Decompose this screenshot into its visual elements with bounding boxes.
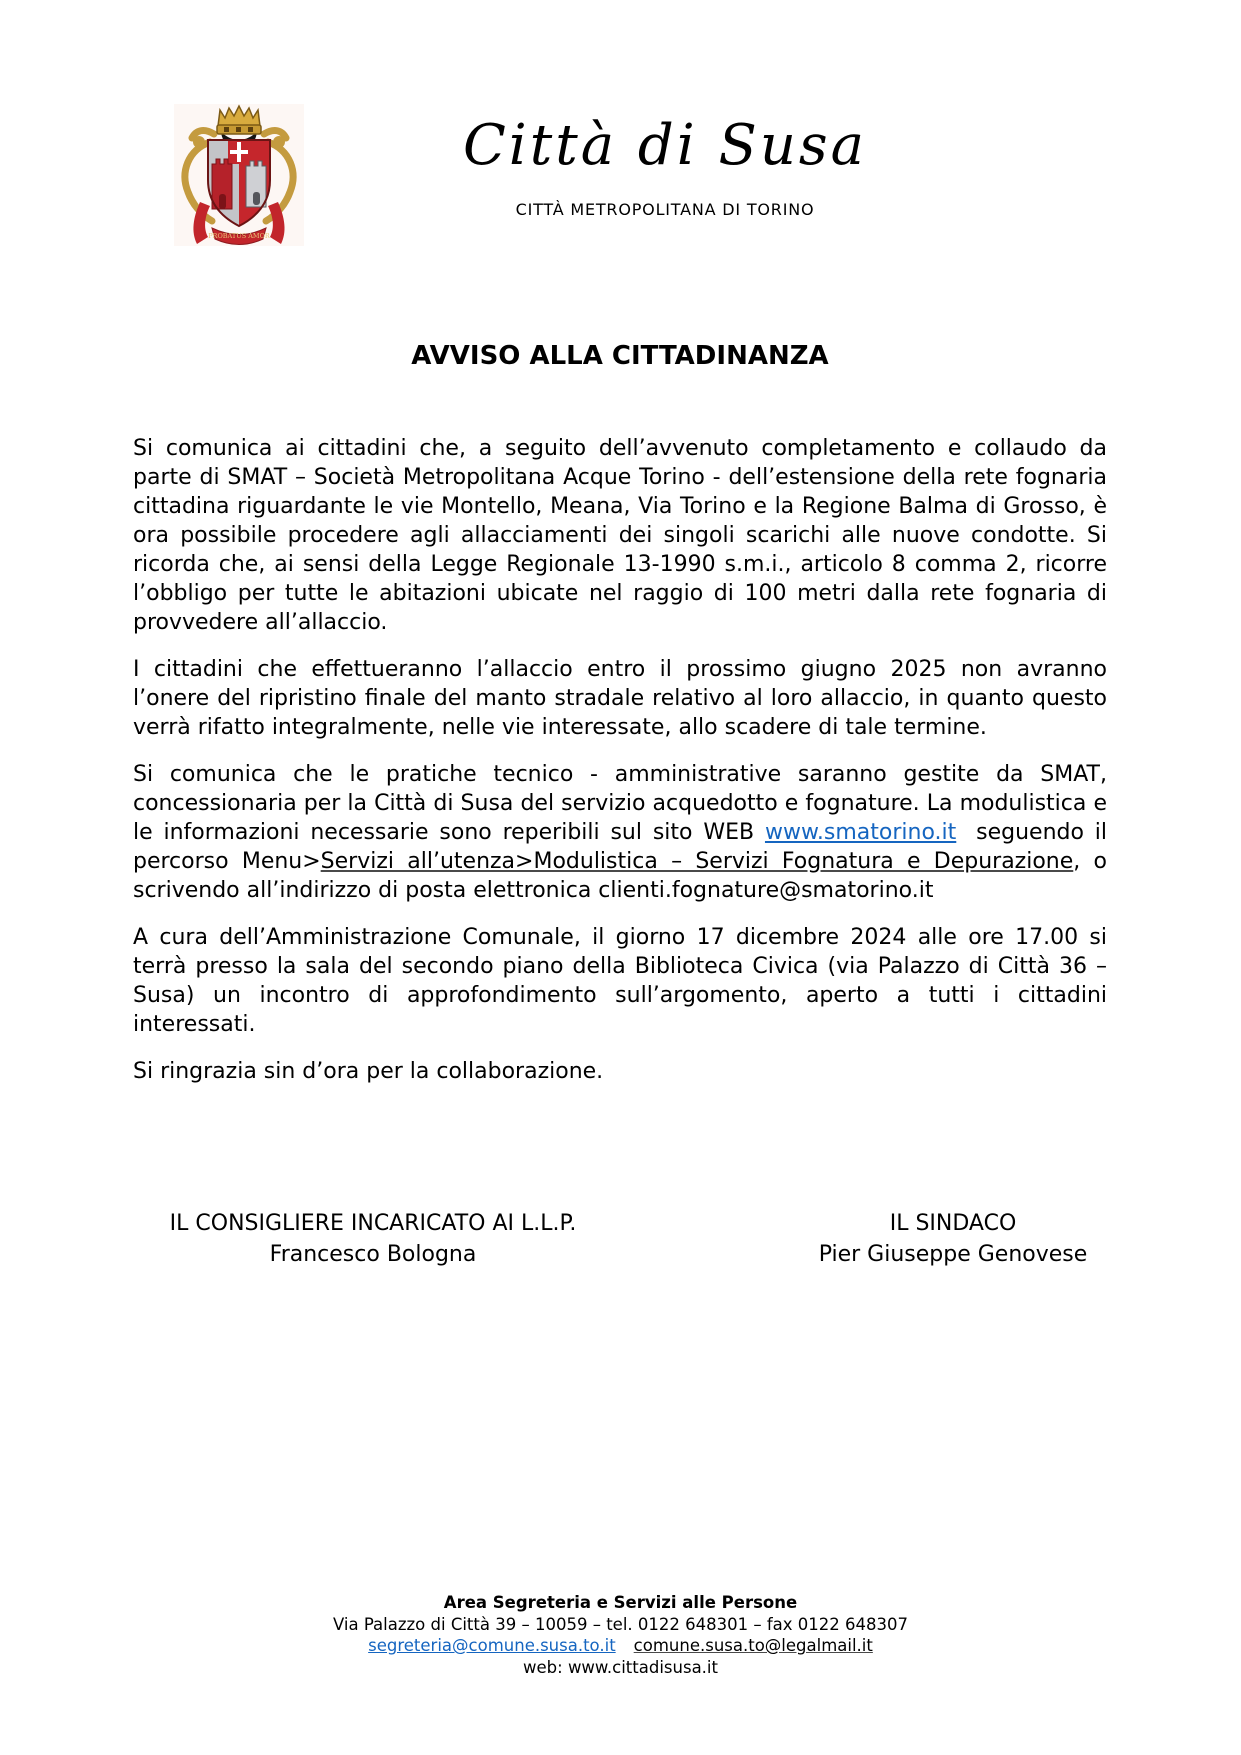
paragraph-3-intro: Si comunica che le pratiche tecnico - amministrative saranno gestite da SMAT, concessionaria per la Città di Susa del servizio acquedotto e fognature. La modulistica e le informazioni necessarie sono reperibili sul sito WEB (133, 762, 1107, 845)
mayor-name: Pier Giuseppe Genovese (818, 1242, 1088, 1267)
paragraph-3-menu-path: Servizi all’utenza>Modulistica – Servizi Fognatura e Depurazione (320, 849, 1074, 874)
city-title: Città di Susa (462, 113, 868, 178)
signature-block (0, 1208, 1241, 1278)
paragraph-3-menu-prefix: seguendo il percorso Menu> (133, 820, 1108, 874)
signature-left (133, 1208, 613, 1270)
mayor-title: IL SINDACO (889, 1211, 1017, 1236)
footer-pec-link[interactable]: comune.susa.to@legalmail.it (633, 1636, 873, 1655)
city-subtitle: CITTÀ METROPOLITANA DI TORINO (515, 200, 815, 219)
city-coat-of-arms-icon (173, 104, 305, 246)
signature-right (763, 1208, 1143, 1270)
footer-web: web: www.cittadisusa.it (523, 1657, 718, 1677)
footer-office: Area Segreteria e Servizi alle Persone (443, 1593, 798, 1612)
notice-body (133, 434, 1107, 1086)
header (340, 106, 990, 219)
councillor-title: IL CONSIGLIERE INCARICATO AI L.L.P. (169, 1211, 577, 1236)
notice-paragraph-3 (133, 760, 1107, 905)
notice-paragraph-5: Si ringrazia sin d’ora per la collaborazione. (133, 1059, 604, 1084)
notice-paragraph-4: A cura dell’Amministrazione Comunale, il giorno 17 dicembre 2024 alle ore 17.00 si terrà presso la sala del secondo piano della Biblioteca Civica (via Palazzo di Città 36 – Susa) un incontro di approfondimento sull’argomento, aperto a tutti i cittadini interessati. (133, 925, 1107, 1037)
notice-title: AVVISO ALLA CITTADINANZA (411, 341, 829, 371)
crest-motto-text: PROBATUS AMOR (208, 232, 270, 240)
smatorino-website-link[interactable]: www.smatorino.it (764, 820, 957, 845)
paragraph-3-email-text: , o scrivendo all’indirizzo di posta elettronica clienti.fognature@smatorino.it (133, 849, 1107, 903)
footer-address: Via Palazzo di Città 39 – 10059 – tel. 0122 648301 – fax 0122 648307 (332, 1614, 909, 1634)
councillor-name: Francesco Bologna (269, 1242, 477, 1267)
footer (0, 1592, 1241, 1678)
footer-emails (0, 1635, 1241, 1657)
notice-paragraph-2: I cittadini che effettueranno l’allaccio entro il prossimo giugno 2025 non avranno l’onere del ripristino finale del manto stradale relativo al loro allaccio, in quanto questo verrà rifatto integralmente, nelle vie interessate, allo scadere di tale termine. (133, 657, 1107, 740)
footer-email-link[interactable]: segreteria@comune.susa.to.it (368, 1636, 616, 1655)
notice-paragraph-1: Si comunica ai cittadini che, a seguito dell’avvenuto completamento e collaudo da parte di SMAT – Società Metropolitana Acque Torino - dell’estensione della rete fognaria cittadina riguardante le vie Montello, Meana, Via Torino e la Regione Balma di Grosso, è ora possibile procedere agli allacciamenti dei singoli scarichi alle nuove condotte. Si ricorda che, ai sensi della Legge Regionale 13-1990 s.m.i., articolo 8 comma 2, ricorre l’obbligo per tutte le abitazioni ubicate nel raggio di 100 metri dalla rete fognaria di provvedere all’allaccio. (133, 436, 1107, 635)
